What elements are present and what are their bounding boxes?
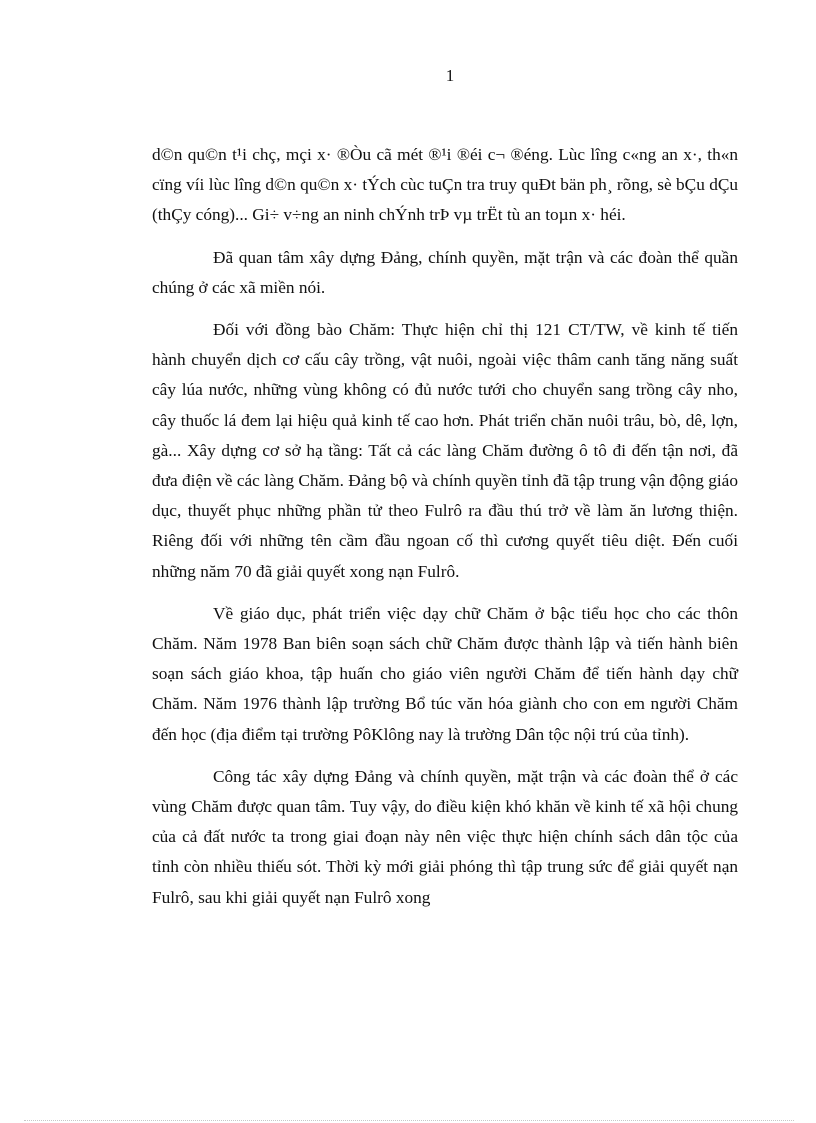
- paragraph-3: Đối với đồng bào Chăm: Thực hiện chỉ thị 121 CT/TW, về kinh tế tiến hành chuyển dịch cơ cấu cây trồng, vật nuôi, ngoài việc thâm canh tăng năng suất cây lúa nước, những vùng không có đủ nước tưới cho chuyển sang trồng cây nho, cây thuốc lá đem lại hiệu quả kinh tế cao hơn. Phát triển chăn nuôi trâu, bò, dê, lợn, gà... Xây dựng cơ sở hạ tầng: Tất cả các làng Chăm đường ô tô đi đến tận nơi, đã đưa điện về các làng Chăm. Đảng bộ và chính quyền tỉnh đã tập trung vận động giáo dục, thuyết phục những phần tử theo Fulrô ra đầu thú trở về làm ăn lương thiện. Riêng đối với những tên cầm đầu ngoan cố thì cương quyết tiêu diệt. Đến cuối những năm 70 đã giải quyết xong nạn Fulrô.: [152, 320, 738, 581]
- paragraph-1: d©n qu©n t¹i chç, mçi x· ®Òu cã mét ®¹i ®éi c¬ ®éng. Lùc lîng c«ng an x·, th«n cïng víi lùc lîng d©n qu©n x· tÝch cùc tuÇn tra truy quÐt bän ph¸ rõng, sè bÇu dÇu (thÇy cóng)... Gi÷ v÷ng an ninh chÝnh trÞ vµ trËt tù an toµn x· héi.: [152, 145, 738, 225]
- page-bottom-divider: [24, 1120, 794, 1121]
- page-number: 1: [445, 66, 455, 85]
- paragraph-5: Công tác xây dựng Đảng và chính quyền, mặt trận và các đoàn thể ở các vùng Chăm được quan tâm. Tuy vậy, do điều kiện khó khăn về kinh tế xã hội chung của cả đất nước ta trong giai đoạn này nên việc thực hiện chính sách dân tộc của tỉnh còn nhiều thiếu sót. Thời kỳ mới giải phóng thì tập trung sức để giải quyết nạn Fulrô, sau khi giải quyết nạn Fulrô xong: [152, 766, 738, 907]
- paragraph-4: Về giáo dục, phát triển việc dạy chữ Chăm ở bậc tiểu học cho các thôn Chăm. Năm 1978 Ban biên soạn sách chữ Chăm được thành lập và tiến hành biên soạn sách giáo khoa, tập huấn cho giáo viên người Chăm để tiến hành dạy chữ Chăm. Năm 1976 thành lập trường Bổ túc văn hóa giành cho con em người Chăm đến học (địa điểm tại trường PôKlông nay là trường Dân tộc nội trú của tỉnh).: [152, 603, 738, 744]
- document-body: [152, 140, 738, 925]
- paragraph-2: Đã quan tâm xây dựng Đảng, chính quyền, mặt trận và các đoàn thể quần chúng ở các xã miền nói.: [152, 247, 738, 297]
